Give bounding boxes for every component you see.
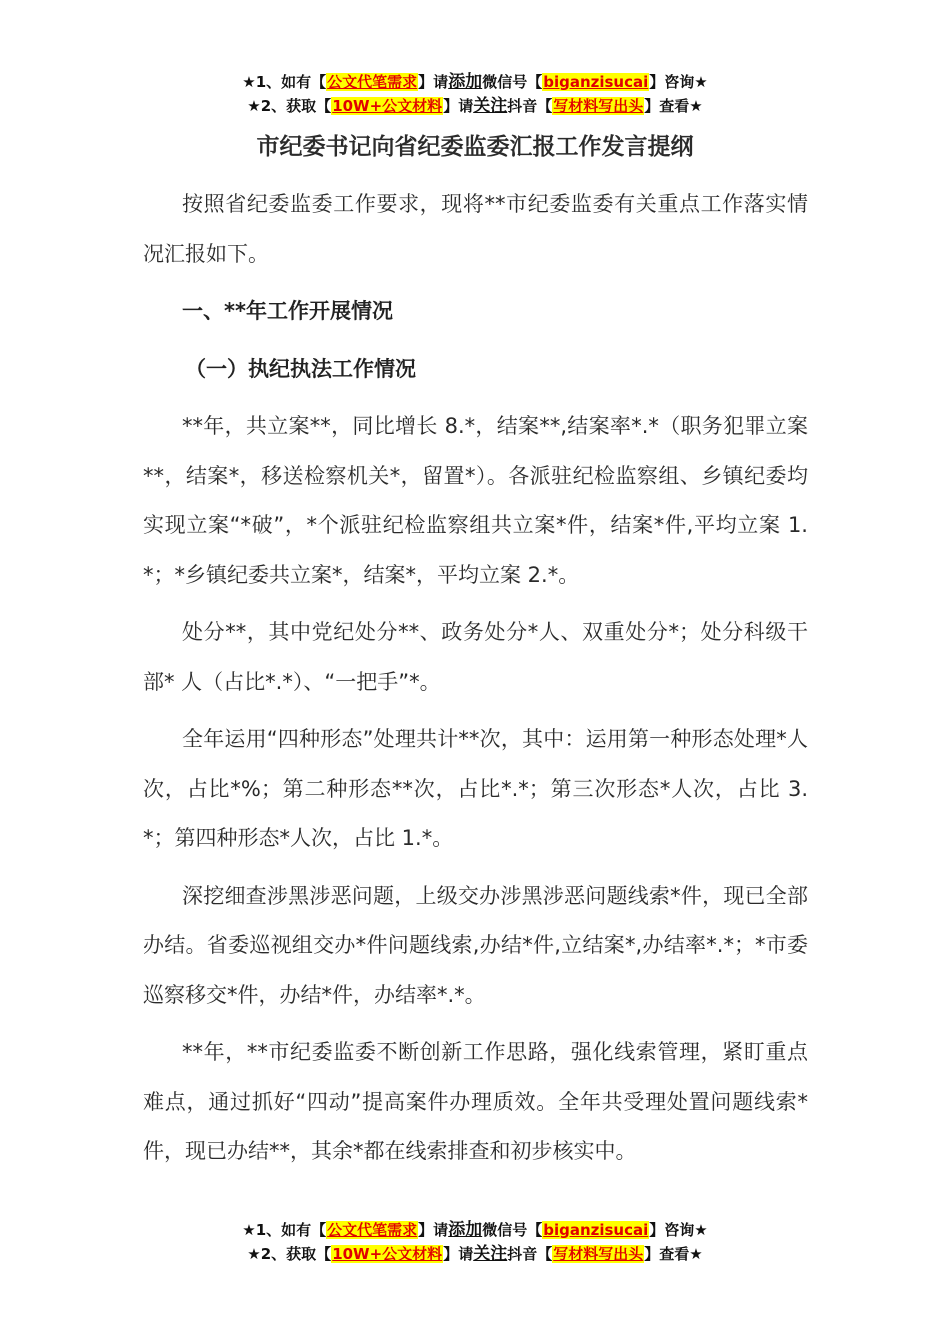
section-heading: 一、**年工作开展情况 [182,299,393,323]
bottom-promo-banner [0,1218,950,1266]
promo-text: 微信号【 [482,73,543,91]
promo-highlight-wechat-id: biganzisucai [543,73,649,91]
document-title: 市纪委书记向省纪委监委汇报工作发言提纲 [256,134,694,160]
promo-text: 】请 [418,1221,449,1239]
document-body [143,180,808,1185]
promo-highlight-douyin: 写材料写出头 [553,1245,644,1263]
promo-line-1 [0,70,950,94]
promo-highlight-service: 公文代笔需求 [327,73,418,91]
promo-line-1 [0,1218,950,1242]
promo-text: 1、如有【 [255,1221,327,1239]
subsection-heading: （一）执纪执法工作情况 [185,356,416,381]
promo-highlight-materials: 10W+公文材料 [332,1245,443,1263]
promo-text: 微信号【 [482,1221,543,1239]
star-icon: ★ [242,73,256,91]
promo-text: 抖音【 [507,1245,553,1263]
body-paragraph: **年，**市纪委监委不断创新工作思路，强化线索管理，紧盯重点难点，通过抓好“四动”提高案件办理质效。全年共受理处置问题线索*件，现已办结**，其余*都在线索排查和初步核实中。 [143,1040,808,1163]
body-paragraph: **年，共立案**，同比增长 8.*，结案**,结案率*.*（职务犯罪立案**，结案*，移送检察机关*，留置*）。各派驻纪检监察组、乡镇纪委均实现立案“*破”，*个派驻纪检监察组共立案*件，结案*件,平均立案 1.*；*乡镇纪委共立案*，结案*，平均立案 2.*。 [143,414,808,587]
promo-text: 2、获取【 [260,1245,332,1263]
promo-text: 抖音【 [507,97,553,115]
body-paragraph: 深挖细查涉黑涉恶问题，上级交办涉黑涉恶问题线索*件，现已全部办结。省委巡视组交办*件问题线索,办结*件,立结案*,办结率*.*；*市委巡察移交*件，办结*件，办结率*.*。 [143,883,808,1007]
promo-text: 】请 [443,97,474,115]
promo-highlight-douyin: 写材料写出头 [553,97,644,115]
star-icon: ★ [247,1245,261,1263]
top-promo-banner [0,70,950,118]
promo-text: 】咨询★ [649,1221,708,1239]
promo-highlight-wechat-id: biganzisucai [543,1221,649,1239]
body-paragraph: 处分**，其中党纪处分**、政务处分*人、双重处分*；处分科级干部* 人（占比*.*）、“一把手”*。 [143,620,808,694]
promo-emphasis: 添加 [448,72,483,92]
promo-text: 】查看★ [644,1245,703,1263]
promo-text: 2、获取【 [260,97,332,115]
promo-emphasis: 关注 [473,96,508,116]
promo-highlight-service: 公文代笔需求 [327,1221,418,1239]
intro-paragraph: 按照省纪委监委工作要求，现将**市纪委监委有关重点工作落实情况汇报如下。 [143,192,808,266]
star-icon: ★ [247,97,261,115]
promo-highlight-materials: 10W+公文材料 [332,97,443,115]
promo-line-2 [0,1242,950,1266]
promo-line-2 [0,94,950,118]
star-icon: ★ [242,1221,256,1239]
promo-text: 】咨询★ [649,73,708,91]
promo-emphasis: 关注 [473,1244,508,1264]
body-paragraph: 全年运用“四种形态”处理共计**次，其中：运用第一种形态处理*人次，占比*%；第二种形态**次，占比*.*；第三次形态*人次，占比 3.*；第四种形态*人次，占比 1.*。 [143,727,808,850]
promo-text: 】查看★ [644,97,703,115]
promo-text: 1、如有【 [255,73,327,91]
promo-text: 】请 [418,73,449,91]
promo-text: 】请 [443,1245,474,1263]
promo-emphasis: 添加 [448,1220,483,1240]
